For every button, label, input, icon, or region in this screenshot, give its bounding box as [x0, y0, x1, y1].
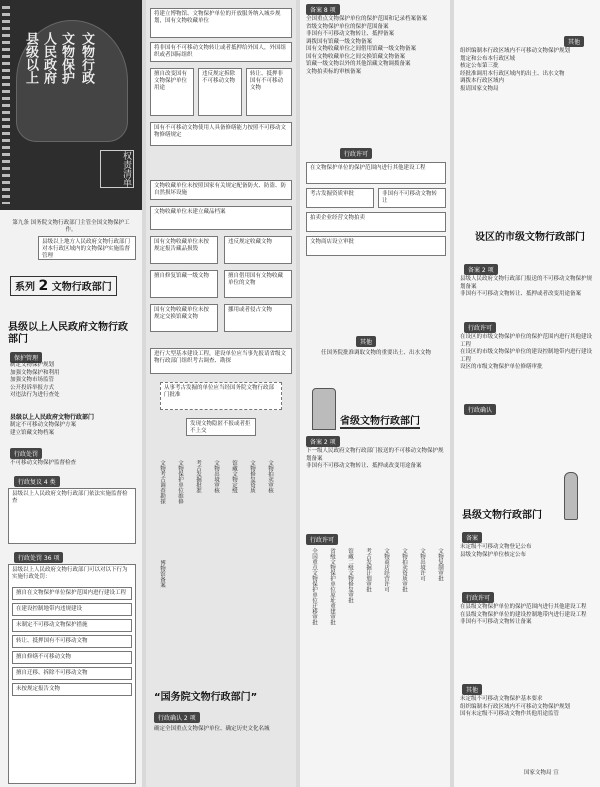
vertical-item: 文物复制审批: [437, 548, 443, 581]
list-item: 非国有不可移动文物转让、抵押备案: [306, 31, 395, 37]
list-item: 建立馆藏文物档案: [10, 429, 55, 436]
grid-item: 文物收藏单位未按照国家有关规定配备防火、防盗、防自然损坏设施: [150, 180, 292, 200]
list-item: 国有文物收藏单位之间交换馆藏文物备案: [306, 53, 406, 60]
tag-city-confirm: 行政确认: [464, 404, 496, 415]
list-item: 加强文物市场监管: [10, 377, 55, 383]
grid-item: 违反规定收藏文物: [224, 236, 292, 264]
list-item: 未定级不可移动文物登记公布: [460, 544, 532, 550]
series-number: 2: [38, 278, 49, 294]
list-item: 报请国家文物局: [460, 85, 499, 92]
tag-penalty: 行政处罚 36 项: [14, 552, 63, 563]
permit-item: 文物商店设立审批: [306, 236, 446, 256]
tag-punish: 行政处罚: [10, 448, 42, 459]
footer-credit: 国家文物局 宣: [524, 770, 559, 776]
tag-county-record: 备案: [462, 532, 482, 543]
cover-book: [0, 0, 142, 210]
vertical-item: 博物馆备案: [159, 560, 165, 588]
sub-heading: 县级以上人民政府文物行政部门: [10, 414, 95, 421]
tag-county-permit: 行政许可: [462, 592, 494, 603]
list-item: 调拨本行政区域内: [460, 78, 505, 84]
list-item: 非国有不可移动文物转让、抵押或者改变用途备案: [460, 291, 582, 297]
list-item: 经批准调用本行政区域内的出土、出水文物: [460, 70, 565, 77]
penalty-item: 擅自在文物保护单位保护范围内进行建设工程: [12, 587, 132, 600]
grid-item: 国有文物收藏单位未按规定报告藏品损毁: [150, 236, 218, 264]
list-item: 国有未定级不可移动文物作其他用途监管: [460, 711, 560, 717]
permit-item: 非国有不可移动文物转让: [378, 188, 446, 208]
county-permit-list: [460, 604, 596, 627]
intro-box: 县级以上地方人民政府文物行政部门对本行政区域内的文物保护实施监督管理: [38, 236, 136, 260]
list-item: 非国有不可移动文物转让备案: [460, 619, 532, 625]
list-item: 国有文物收藏单位之间借用馆藏一级文物备案: [306, 46, 417, 52]
list-item: 不可移动文物保护监督检查: [10, 460, 77, 466]
tag-city-permit: 行政许可: [464, 322, 496, 333]
city-title: 设区的市级文物行政部门: [475, 232, 585, 243]
vertical-item: 文物修复资质: [249, 460, 255, 493]
list-item: 全国重点文物保护单位的保护范围和记录档案备案: [306, 16, 428, 22]
penalty-item: 未按规定报告文物: [12, 683, 132, 696]
list-item: 县级文物保护单位核定公布: [460, 551, 527, 558]
cover-title-line: 文物保护: [59, 32, 74, 84]
vertical-item: 馆藏二级文物修复审批: [347, 548, 353, 603]
city-permit-list: [460, 334, 596, 372]
grid-item: 擅自修复馆藏一级文物: [150, 270, 218, 298]
vertical-item: 文物拍卖审核: [267, 460, 273, 493]
list-item: 在县级文物保护单位的保护范围内进行其他建设工程: [460, 604, 587, 610]
cover-title-line: 县级以上: [23, 32, 38, 84]
plan-list: [10, 422, 134, 437]
record-list: [306, 16, 446, 76]
cover-title-line: 文物行政: [79, 32, 94, 84]
penalty-item: 未制定不可移动文物保护措施: [12, 619, 132, 632]
column-state-council: [146, 0, 296, 787]
vertical-item: 文物保护单位维修: [177, 460, 183, 504]
dashed-box: 从事考古发掘的单位应当经国务院文物行政部门批准: [160, 382, 282, 410]
vertical-item: 省级文物保护单位原址重建审批: [329, 548, 335, 625]
penalty-intro: 县级以上人民政府文物行政部门可以对以下行为实施行政处罚：: [12, 567, 128, 580]
list-item: 制定文物保护规划: [10, 362, 55, 368]
permit-item: 在文物保护单位的保护范围内进行其他建设工程: [306, 162, 446, 184]
list-item: 省级文物保护单位的保护范围备案: [306, 23, 389, 30]
top-box: 将建立博物馆、文物保护单位的开放服务纳入城乡规划，国有文物收藏单位: [150, 8, 292, 38]
lower-box: 国有不可移动文物使用人具备修缮能力按照不可移动文物修缮规定: [150, 122, 292, 146]
vertical-item: 文物出境许可: [419, 548, 425, 581]
other-text: 任国务院批准调取文物的重要出土、出水文物: [320, 350, 431, 356]
list-item: 非国有不可移动文物转让、抵押或改变用途备案: [306, 463, 422, 469]
vertical-item: 文物考古调查勘探: [159, 460, 165, 504]
cover-seal: 权责清单: [100, 150, 134, 188]
mid-item: 转让、抵押非国有不可移动文物: [246, 68, 292, 116]
grid-item: 文物收藏单位未建立藏品档案: [150, 206, 292, 230]
section-title: 县级以上人民政府文物行政部门: [8, 322, 128, 345]
series-tag: 系列: [15, 282, 35, 293]
list-item: 调拨国有馆藏一级文物备案: [306, 38, 373, 45]
tag-province-record: 备案 2 项: [306, 436, 340, 447]
list-item: 公开投诉举报方式: [10, 384, 55, 391]
column-county-above: [0, 0, 142, 787]
tag-record: 备案 8 项: [306, 4, 340, 15]
list-item: 未定级不可移动文物保护基本要求: [460, 696, 543, 702]
series-title: 文物行政部门: [51, 282, 112, 293]
county-record-list: [460, 544, 596, 559]
list-item: 设区的市级文物保护单位修缮审批: [460, 364, 543, 370]
penalty-item: 擅自迁移、拆除不可移动文物: [12, 667, 132, 680]
tag-province-permit: 行政许可: [306, 534, 338, 545]
province-title: 省级文物行政部门: [340, 412, 420, 429]
list-item: 县级人民政府文物行政部门报送的不可移动文物保护规划备案: [460, 276, 593, 290]
protect-list: [10, 362, 134, 400]
tag-other: 其他: [356, 336, 376, 347]
series-header: [10, 276, 117, 296]
vertical-item: 考古发掘计划审批: [365, 548, 371, 592]
vertical-item: 文物拍卖资质审批: [401, 548, 407, 592]
penalty-item: 转让、抵押国有不可移动文物: [12, 635, 132, 648]
column-province: [300, 0, 450, 787]
list-item: 在设区的市级文物保护单位的建设控制地带内进行建设工程: [460, 349, 593, 363]
list-item: 组织编制本行政区域内不可移动文物保护规划: [460, 703, 571, 710]
list-item: 文物拍卖标的审核备案: [306, 68, 362, 75]
confirm-text: 确定全国重点文物保护单位、确定历史文化名城: [154, 726, 270, 732]
list-item: 在设区的市级文物保护单位的保护范围内进行其他建设工程: [460, 334, 593, 348]
county-other-list: [460, 696, 596, 719]
tag-other-top: 其他: [564, 36, 584, 47]
list-item: 对违法行为进行查处: [10, 392, 60, 398]
penalty-item: 在建设控制地带内违规建设: [12, 603, 132, 616]
list-item: 组织编制本行政区域内不可移动文物保护规划: [460, 48, 571, 54]
tag-city-record: 备案 2 项: [464, 264, 498, 275]
list-item: 加强文物保护和利用: [10, 369, 60, 376]
permit-item: 考古发掘资质审批: [306, 188, 374, 208]
grid-item: 挪用或者侵占文物: [224, 304, 292, 332]
mid-item: 擅自改变国有文物保护单位用途: [150, 68, 194, 116]
small-box: 发现文物隐匿不报或者拒不上交: [186, 418, 256, 436]
process-box: 进行大型基本建设工程，建设单位应当事先报请省级文物行政部门组织考古调查、勘探: [150, 348, 292, 374]
county-title: 县级文物行政部门: [462, 510, 542, 521]
column-city-county: [454, 0, 600, 787]
cover-title-line: 人民政府: [41, 32, 56, 84]
list-item: 制定不可移动文物保护方案: [10, 422, 77, 428]
grid-item: 国有文物收藏单位未按规定交换馆藏文物: [150, 304, 218, 332]
tag-confirm: 行政确认 2 项: [154, 712, 200, 723]
goblet-image: [564, 472, 578, 520]
list-item: 核定公布第三批: [460, 63, 499, 69]
tag-review: 行政复议 4 类: [14, 476, 60, 487]
province-list: [306, 448, 446, 471]
vertical-item: 全国重点文物保护单位迁移审批: [311, 548, 317, 625]
tag-county-other: 其他: [462, 684, 482, 695]
other-top-list: [460, 48, 596, 93]
vertical-item: 馆藏文物定级: [231, 460, 237, 493]
bronze-vessel-image: [312, 388, 336, 430]
tag-permit: 行政许可: [340, 148, 372, 159]
list-item: 在县级文物保护单位的建设控制地带内进行建设工程: [460, 611, 587, 618]
list-item: 馆藏一级文物以外的其他馆藏文物调拨备案: [306, 61, 411, 67]
penalty-box: [8, 564, 136, 784]
vertical-item: 文物商店经营许可: [383, 548, 389, 592]
vertical-item: 文物出境审核: [213, 460, 219, 493]
review-box: 县级以上人民政府文物行政部门依法实施监督检查: [8, 488, 136, 544]
penalty-item: 擅自修缮不可移动文物: [12, 651, 132, 664]
top-box-2: 将非国有不可移动文物转让或者抵押给外国人，外国组织或者国际组织: [150, 42, 292, 62]
permit-item: 拍卖企业经营文物拍卖: [306, 212, 446, 232]
grid-item: 擅自借用国有文物收藏单位的文物: [224, 270, 292, 298]
binding-spiral: [2, 6, 10, 204]
city-record-list: [460, 276, 596, 299]
tag-protect: 保护管理: [10, 352, 42, 363]
intro-note: 第九条 国务院文物行政部门主管全国文物保护工作。: [8, 218, 134, 232]
vertical-item: 考古发掘批准: [195, 460, 201, 493]
list-item: 下一级人民政府文物行政部门报送的不可移动文物保护规划备案: [306, 448, 444, 462]
state-council-title: “国务院文物行政部门”: [154, 692, 258, 703]
list-item: 划定和公布本行政区域: [460, 55, 516, 62]
mid-item: 违反规定拆除不可移动文物: [198, 68, 242, 116]
